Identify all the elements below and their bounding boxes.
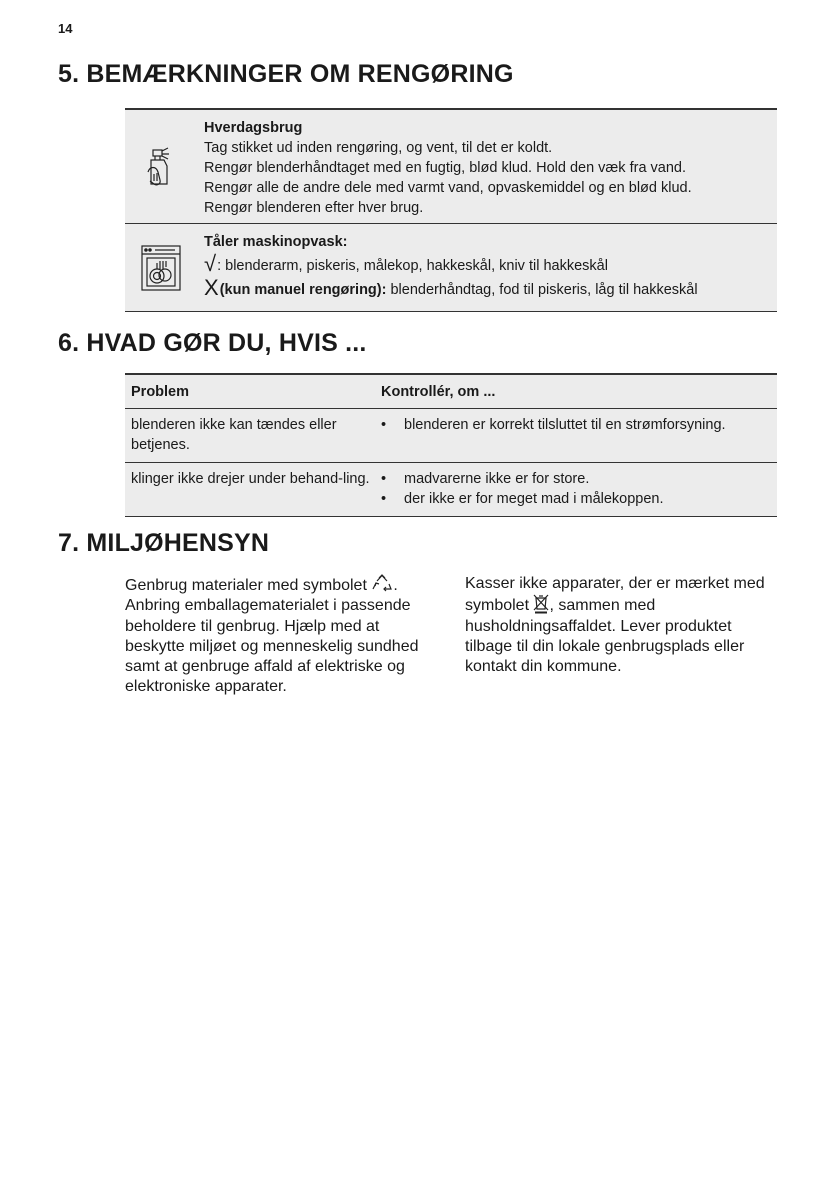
recycling-text-a: Genbrug materialer med symbolet bbox=[125, 577, 372, 594]
check-text: blenderen er korrekt tilsluttet til en strømforsyning. bbox=[404, 417, 726, 433]
bullet-icon: • bbox=[381, 491, 387, 507]
header-check: Kontrollér, om ... bbox=[381, 383, 496, 400]
recycle-icon bbox=[371, 574, 393, 594]
cross-icon: X bbox=[204, 275, 219, 300]
check-item bbox=[381, 489, 777, 509]
check-icon: √ bbox=[204, 251, 217, 276]
daily-line-3: Rengør alle de andre dele med varmt vand, opvaskemiddel og en blød klud. bbox=[204, 180, 692, 196]
recycling-text-b: . Anbring emballagematerialet i passende beholdere til genbrug. Hjælp med at beskytte miljøet og menneskelig sundhed samt at genbruge affald af elektriske og elektroniske apparater. bbox=[125, 577, 419, 696]
check-cell bbox=[376, 469, 777, 509]
section-7-heading: 7. MILJØHENSYN bbox=[58, 529, 270, 557]
header-problem: Problem bbox=[131, 383, 190, 400]
check-item bbox=[381, 469, 777, 489]
problem-cell: blenderen ikke kan tændes eller betjenes. bbox=[131, 417, 337, 453]
cleaning-table bbox=[125, 108, 777, 312]
disposal-paragraph bbox=[465, 574, 770, 677]
page-number: 14 bbox=[58, 21, 73, 36]
daily-icon-cell bbox=[125, 110, 196, 223]
dishwasher-safe-items: : blenderarm, piskeris, målekop, hakkeskål, kniv til hakkeskål bbox=[217, 258, 608, 274]
manual-clean-line bbox=[204, 276, 698, 300]
bullet-icon: • bbox=[381, 471, 387, 487]
troubleshooting-table bbox=[125, 373, 777, 517]
check-text: der ikke er for meget mad i målekoppen. bbox=[404, 491, 664, 507]
dishwasher-safe-line bbox=[204, 252, 698, 276]
daily-line-4: Rengør blenderen efter hver brug. bbox=[204, 200, 424, 216]
dishwasher-icon bbox=[141, 245, 181, 291]
recycling-paragraph bbox=[125, 574, 440, 698]
disposal-text-b: , sammen med husholdningsaffaldet. Lever produktet tilbage til din lokale genbrugsplads eller kontakt din kommune. bbox=[465, 597, 745, 676]
section-6-heading: 6. HVAD GØR DU, HVIS ... bbox=[58, 329, 367, 357]
dishwasher-icon-cell bbox=[125, 224, 196, 311]
daily-use-row bbox=[125, 110, 777, 224]
bullet-icon: • bbox=[381, 417, 387, 433]
section-5-heading: 5. BEMÆRKNINGER OM RENGØRING bbox=[58, 60, 514, 88]
dishwasher-row bbox=[125, 224, 777, 312]
table-header bbox=[125, 375, 777, 409]
table-row bbox=[125, 463, 777, 517]
manual-clean-label: (kun manuel rengøring): bbox=[219, 282, 387, 298]
daily-line-1: Tag stikket ud inden rengøring, og vent, til det er koldt. bbox=[204, 140, 553, 156]
problem-cell: klinger ikke drejer under behand-ling. bbox=[131, 471, 370, 487]
check-cell bbox=[376, 415, 777, 455]
dishwasher-title: Tåler maskinopvask: bbox=[204, 234, 348, 250]
spray-bottle-icon bbox=[144, 146, 178, 188]
check-item bbox=[381, 415, 777, 435]
check-text: madvarerne ikke er for store. bbox=[404, 471, 590, 487]
disposal-text-a: Kasser ikke apparater, der er mærket med symbolet bbox=[465, 575, 765, 615]
daily-line-2: Rengør blenderhåndtaget med en fugtig, blød klud. Hold den væk fra vand. bbox=[204, 160, 687, 176]
daily-title: Hverdagsbrug bbox=[204, 120, 303, 136]
crossed-bin-icon bbox=[533, 594, 549, 614]
dishwasher-text bbox=[196, 224, 698, 311]
manual-clean-items: blenderhåndtag, fod til piskeris, låg til hakkeskål bbox=[386, 282, 698, 298]
daily-text bbox=[196, 110, 692, 223]
table-row bbox=[125, 409, 777, 463]
